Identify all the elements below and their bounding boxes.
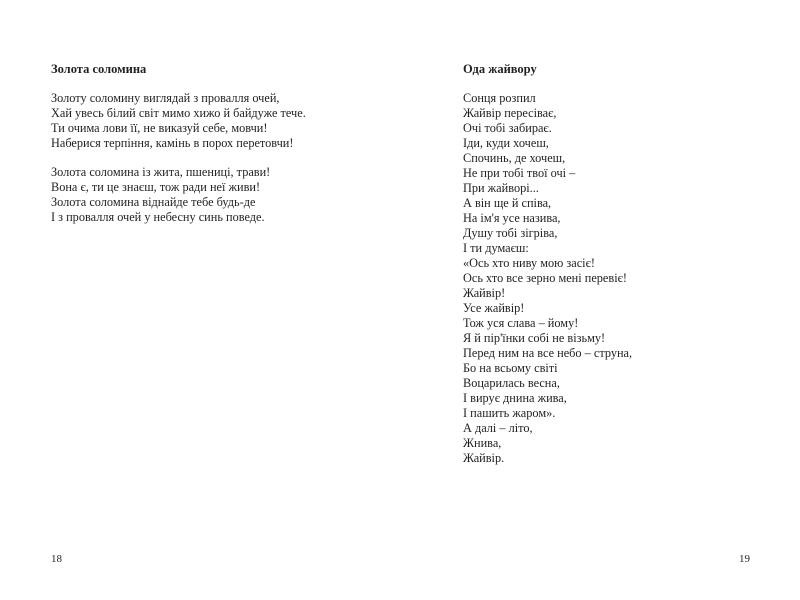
poem-line: Душу тобі зігріва, <box>463 226 558 240</box>
page-number: 18 <box>51 553 62 565</box>
poem-line: На ім'я усе назива, <box>463 211 561 225</box>
poem-line: Тож уся слава – йому! <box>463 316 579 330</box>
poem-line: Усе жайвір! <box>463 301 525 315</box>
poem-line: Наберися терпіння, камінь в порох перетовчи! <box>51 136 294 150</box>
poem-line: «Ось хто ниву мою засіє! <box>463 256 595 270</box>
poem-line: Жайвір пересіває, <box>463 106 557 120</box>
poem-line: Ти очима лови її, не виказуй себе, мовчи! <box>51 121 268 135</box>
stanza <box>51 165 381 225</box>
poem-line: І ти думаєш: <box>463 241 529 255</box>
poem-line: І з провалля очей у небесну синь поведе. <box>51 210 265 224</box>
poem-zolota-solomyna <box>51 62 381 239</box>
poem-line: Іди, куди хочеш, <box>463 136 549 150</box>
poem-line: Очі тобі забирає. <box>463 121 552 135</box>
poem-line: Не при тобі твої очі – <box>463 166 576 180</box>
poem-line: При жайворі... <box>463 181 539 195</box>
poem-line: Жнива, <box>463 436 502 450</box>
poem-line: Золоту соломину виглядай з провалля очей, <box>51 91 280 105</box>
poem-line: Сонця розпил <box>463 91 536 105</box>
poem-line: Бо на всьому світі <box>463 361 558 375</box>
poem-line: Золота соломина із жита, пшениці, трави! <box>51 165 271 179</box>
poem-line: А далі – літо, <box>463 421 533 435</box>
poem-line: І вирує днина жива, <box>463 391 567 405</box>
poem-title: Золота соломина <box>51 62 147 76</box>
poem-line: Жайвір! <box>463 286 506 300</box>
poem-line: І пашить жаром». <box>463 406 556 420</box>
stanza <box>463 91 783 466</box>
poem-line: Я й пір'їнки собі не візьму! <box>463 331 606 345</box>
poem-line: Вона є, ти це знаєш, тож ради неї живи! <box>51 180 261 194</box>
stanza <box>51 91 381 151</box>
poem-line: Хай увесь білий світ мимо хижо й байдуже тече. <box>51 106 306 120</box>
poem-line: Золота соломина віднайде тебе будь-де <box>51 195 256 209</box>
right-page <box>400 0 800 600</box>
poem-line: Спочинь, де хочеш, <box>463 151 566 165</box>
poem-line: Воцарилась весна, <box>463 376 560 390</box>
poem-line: Перед ним на все небо – струна, <box>463 346 633 360</box>
poem-oda-zhaivoru <box>463 62 783 480</box>
poem-line: Жайвір. <box>463 451 505 465</box>
page-number: 19 <box>739 553 750 565</box>
poem-line: А він ще й співа, <box>463 196 552 210</box>
poem-title: Ода жайвору <box>463 62 537 76</box>
poem-line: Ось хто все зерно мені перевіє! <box>463 271 627 285</box>
